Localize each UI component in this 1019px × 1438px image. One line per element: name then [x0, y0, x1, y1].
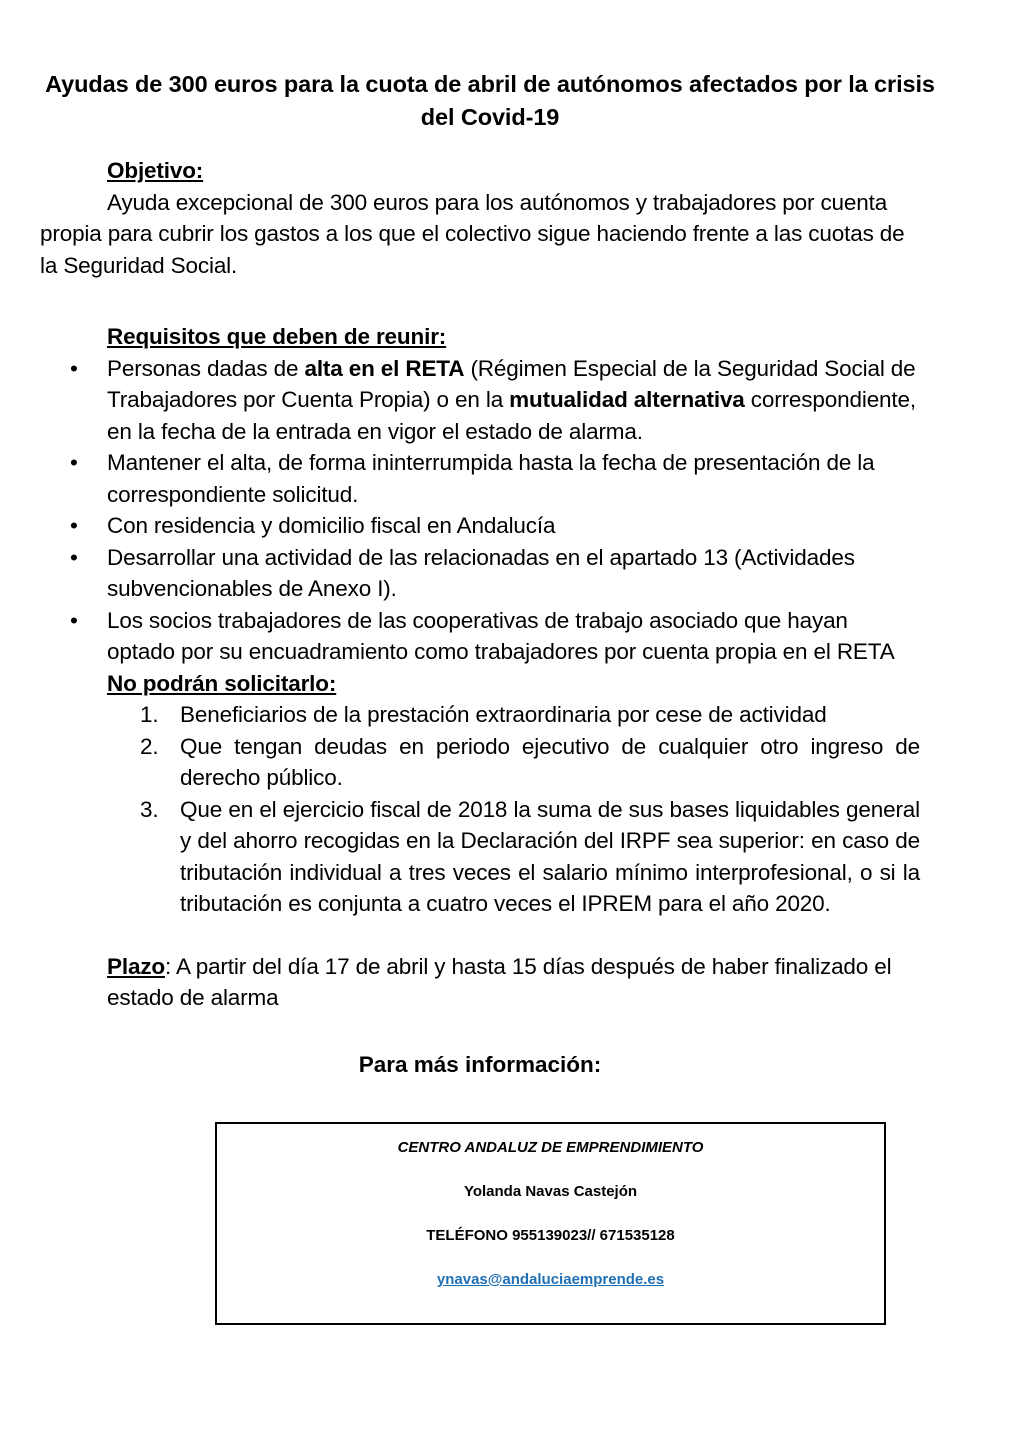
list-item: [40, 731, 920, 794]
list-item: [40, 605, 920, 668]
spacer: [40, 281, 920, 321]
list-item-text: Con residencia y domicilio fiscal en Andalucía: [107, 513, 556, 538]
heading-objetivo: Objetivo:: [107, 158, 204, 183]
list-item-text: Beneficiarios de la prestación extraordinaria por cese de actividad: [180, 702, 827, 727]
list-item: [40, 699, 920, 731]
list-item-text-part: correspondiente, en la fecha de la entrada en vigor el estado de alarma.: [107, 387, 916, 444]
list-item-text-part: Personas dadas de: [107, 355, 305, 381]
list-item-text-bold: mutualidad alternativa: [509, 387, 745, 412]
paragraph-objetivo: Ayuda excepcional de 300 euros para los autónomos y trabajadores por cuenta propia para cubrir los gastos a los que el colectivo sigue haciendo frente a las cuotas de la Seguridad Social.: [40, 189, 905, 278]
spacer: [40, 1014, 920, 1027]
list-item-text: Desarrollar una actividad de las relacionadas en el apartado 13 (Actividades subvencionables de Anexo I).: [107, 544, 855, 601]
list-item: [40, 510, 920, 542]
heading-mas-informacion: Para más información:: [358, 1052, 602, 1077]
bullet-icon: •: [70, 544, 78, 570]
requisitos-list: [40, 353, 920, 668]
list-marker: 2.: [140, 733, 159, 759]
list-item-text: Mantener el alta, de forma ininterrumpida hasta la fecha de presentación de la correspondiente solicitud.: [107, 450, 875, 507]
list-marker: 1.: [140, 702, 159, 727]
heading-no-podran-solicitarlo: No podrán solicitarlo:: [107, 670, 337, 696]
spacer: [40, 920, 920, 951]
contact-email-link[interactable]: ynavas@andaluciaemprende.es: [436, 1271, 665, 1288]
contact-phone: TELÉFONO 955139023// 671535128: [426, 1227, 675, 1244]
document-body: [40, 155, 920, 1103]
bullet-icon: •: [70, 607, 78, 633]
list-item: [40, 542, 920, 605]
paragraph-plazo: [40, 951, 920, 1014]
list-item-text: Que tengan deudas en periodo ejecutivo de cualquier otro ingreso de derecho público.: [180, 733, 920, 790]
list-item: [40, 794, 920, 920]
bullet-icon: •: [70, 450, 78, 475]
list-item: [40, 353, 920, 448]
list-marker: 3.: [140, 796, 159, 822]
heading-requisitos: Requisitos que deben de reunir:: [107, 324, 447, 349]
bullet-icon: •: [70, 355, 78, 381]
list-item-text-part: (Régimen Especial de la Seguridad Social de Trabajadores por Cuenta Propia) o en la: [107, 355, 916, 412]
page-title: Ayudas de 300 euros para la cuota de abril de autónomos afectados por la crisis del Covid-19: [45, 71, 935, 130]
plazo-text: : A partir del día 17 de abril y hasta 15 días después de haber finalizado el estado de alarma: [107, 953, 892, 1010]
plazo-label: Plazo: [107, 953, 166, 979]
list-item: [40, 447, 920, 510]
contact-person: Yolanda Navas Castejón: [463, 1183, 638, 1200]
list-item-text-bold: alta en el RETA: [304, 355, 465, 381]
no-podran-list: [40, 699, 920, 920]
bullet-icon: •: [70, 513, 78, 538]
contact-email-line: [217, 1270, 884, 1290]
contact-organization: CENTRO ANDALUZ DE EMPRENDIMIENTO: [397, 1139, 704, 1156]
list-item-text: Los socios trabajadores de las cooperativas de trabajo asociado que hayan optado por su encuadramiento como trabajadores por cuenta propia en el RETA: [107, 607, 895, 664]
list-item-text: Que en el ejercicio fiscal de 2018 la suma de sus bases liquidables general y del ahorro recogidas en la Declaración del IRPF sea superior: en caso de tributación individual a tres veces el salario mínimo interprofesional, o si la tributación es conjunta a cuatro veces el IPREM para el año 2020.: [180, 796, 920, 916]
contact-box: [215, 1122, 886, 1325]
